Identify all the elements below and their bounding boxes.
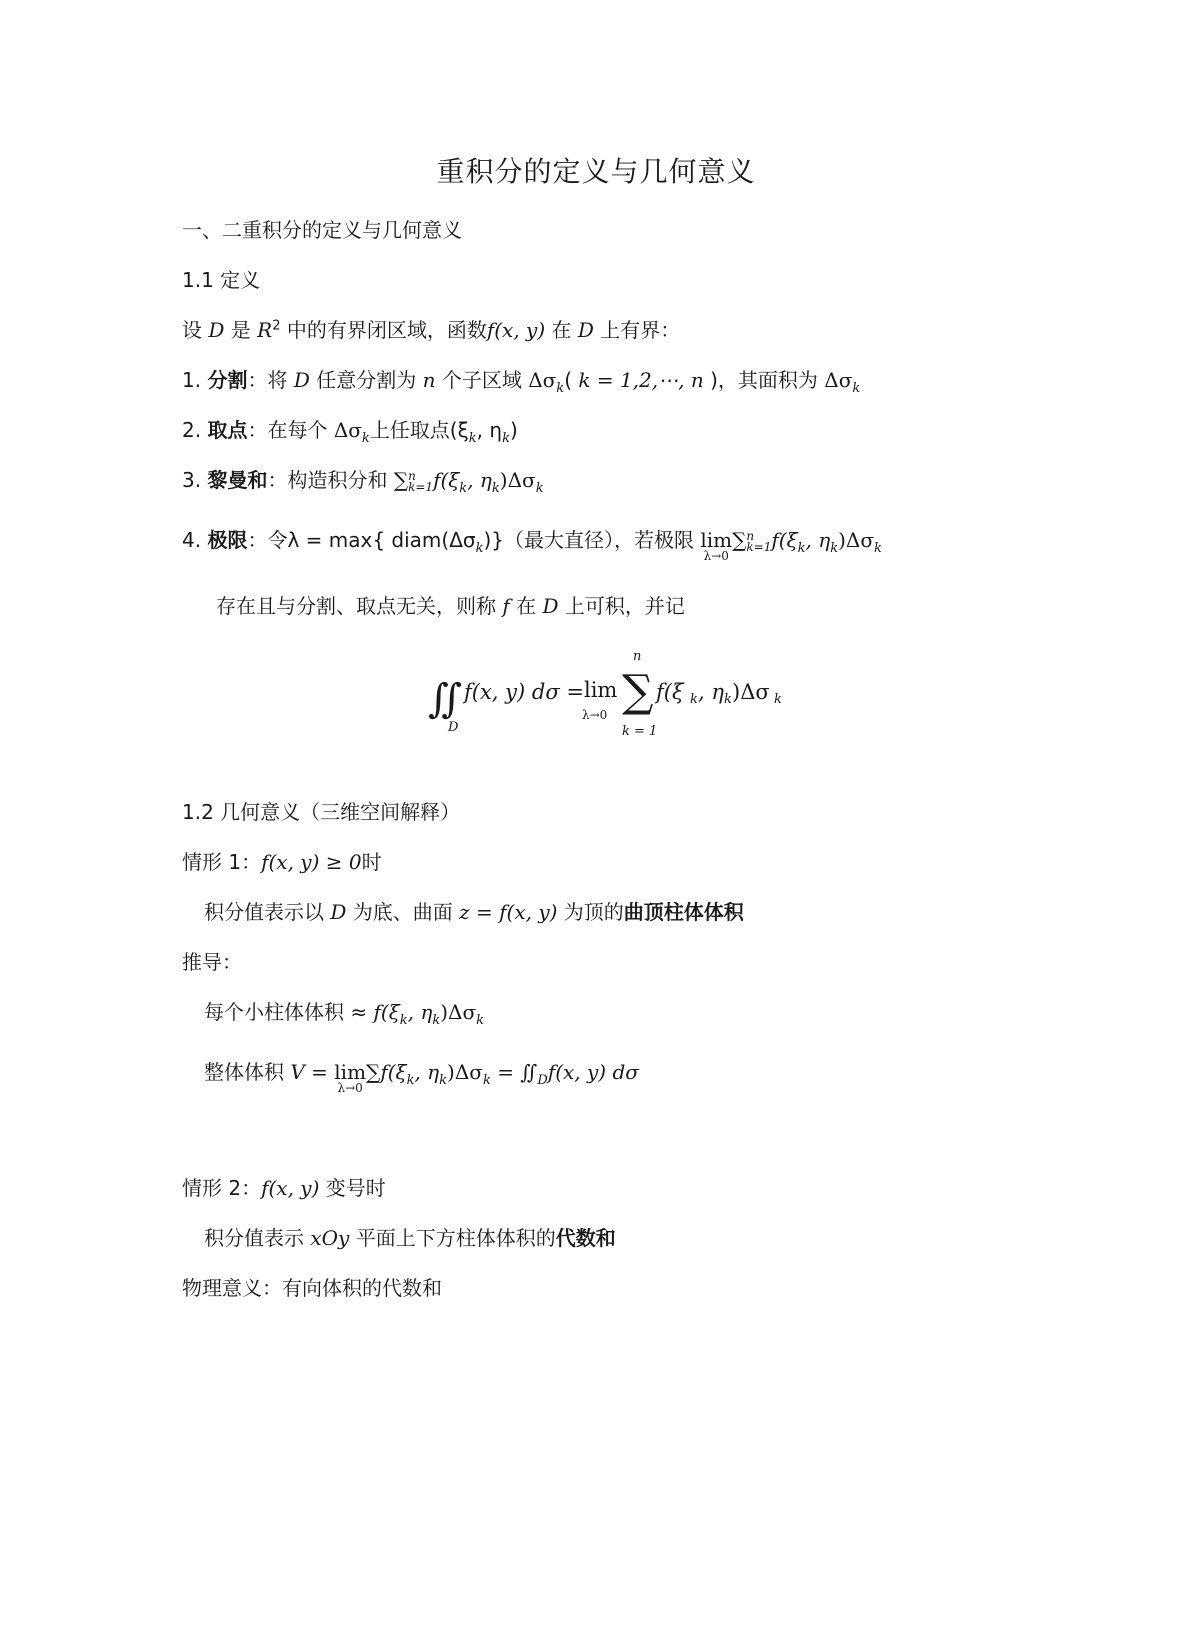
small-column-volume: 每个小柱体体积 ≈ $f(\xi_k$, $\eta_k)\Delta\sigma_k$ <box>204 1000 484 1028</box>
case2-description: 积分值表示 xOy 平面上下方柱体体积的代数和 <box>204 1226 616 1250</box>
case1-description: 积分值表示以 D 为底、曲面 z = f(x, y) 为顶的曲顶柱体体积 <box>204 900 744 924</box>
step-limit: 4. 极限：令λ = max{ $diam(\Delta\sigma_k)$}（最大直径），若极限 lim λ→0 ∑ n k=1 $f(\xi_k$, $\eta_k)\Delta\sigma_k$ <box>182 528 882 563</box>
step-riemann-sum: 3. 黎曼和：构造积分和 ∑ n k=1 $f(\xi_k$, $\eta_k)\Delta\sigma_k$ <box>182 468 544 496</box>
step-partition: 1. 分割：将 D 任意分割为 n 个子区域 $\Delta\sigma_k$( k = 1,2,⋯, n )，其面积为 $\Delta\sigma_k$ <box>182 368 861 396</box>
section-heading: 一、二重积分的定义与几何意义 <box>182 218 462 242</box>
page-title: 重积分的定义与几何意义 <box>436 155 756 188</box>
total-volume-formula: 整体体积 V = lim λ→0 $\sum f(\xi_k$, $\eta_k)\Delta\sigma_k$ = $∬_Df(x$, y) dσ <box>204 1060 639 1095</box>
definition-intro: 设 D 是 $R^2$ 中的有界闭区域，函数f(x, y) 在 D 上有界： <box>182 318 681 342</box>
case2-heading: 情形 2：f(x, y) 变号时 <box>182 1176 386 1200</box>
derivation-label: 推导： <box>182 950 242 974</box>
subsection-heading-geometry: 1.2 几何意义（三维空间解释） <box>182 800 461 824</box>
double-integral-definition-formula: ∬ D f(x, y) dσ = lim λ→0 ∑ n k = 1 f(ξ k , η k )Δσ k <box>428 649 782 739</box>
step-sample-point: 2. 取点：在每个 $\Delta\sigma_k$上任取点($\xi_k$, $\eta_k$) <box>182 418 518 446</box>
physical-meaning: 物理意义：有向体积的代数和 <box>182 1276 442 1300</box>
subsection-heading-definition: 1.1 定义 <box>182 268 261 292</box>
case1-heading: 情形 1：f(x, y) ≥ 0时 <box>182 850 382 874</box>
integrability-statement: 存在且与分割、取点无关，则称 f 在 D 上可积，并记 <box>216 594 685 618</box>
